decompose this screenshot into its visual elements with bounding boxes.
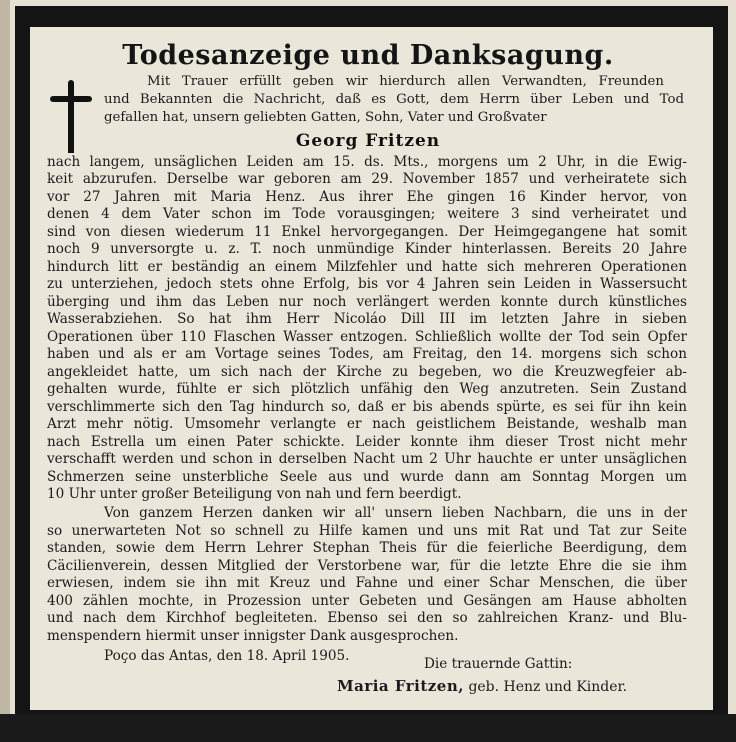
body-line: überging und ihm das Leben nur noch verlängert werden konnte durch künstliches	[47, 294, 687, 310]
thanks-line: Cäcilienverein, dessen Mitglied der Verstorbene war, für die letzte Ehre die sie ihm	[47, 558, 687, 574]
signature-rest: geb. Henz und Kinder.	[468, 679, 628, 695]
body-line: vor 27 Jahren mit Maria Henz. Aus ihrer Ehe gingen 16 Kinder hervor, von	[47, 189, 687, 205]
body-line: denen 4 dem Vater schon im Tode vorausgingen; weitere 3 sind verheiratet und	[47, 206, 687, 222]
place-date: Poço das Antas, den 18. April 1905.	[104, 648, 350, 664]
intro-line: gefallen hat, unsern geliebten Gatten, Sohn, Vater und Großvater	[104, 110, 547, 125]
thanks-line: 400 zählen mochte, in Prozession unter Gebeten und Gesängen am Hause abholten	[47, 593, 687, 609]
body-line: noch 9 unversorgte u. z. T. noch unmündige Kinder hinterlassen. Bereits 20 Jahre	[47, 241, 687, 257]
thanks-line: standen, sowie dem Herrn Lehrer Stephan Theis für die feierliche Beerdigung, dem	[47, 540, 687, 556]
body-line: Operationen über 110 Flaschen Wasser entzogen. Schließlich wollte der Tod sein Opfer	[47, 329, 687, 345]
body-line: haben und als er am Vortage seines Todes, am Freitag, den 14. morgens sich schon	[47, 346, 687, 362]
thanks-line: erwiesen, indem sie ihn mit Kreuz und Fahne und einer Schar Menschen, die über	[47, 575, 687, 591]
body-line: nach Estrella um einen Pater schickte. Leider konnte ihm dieser Trost nicht mehr	[47, 434, 687, 450]
thanks-line: so unerwarteten Not so schnell zu Hilfe kamen und uns mit Rat und Tat zur Seite	[47, 523, 687, 539]
widow-label: Die trauernde Gattin:	[424, 656, 573, 672]
body-line: Schmerzen seine unsterbliche Seele aus und wurde dann am Sonntag Morgen um	[47, 469, 687, 485]
body-line: keit abzurufen. Derselbe war geboren am 29. November 1857 und verheiratete sich	[47, 171, 687, 187]
intro-line: und Bekannten die Nachricht, daß es Gott, dem Herrn über Leben und Tod	[104, 92, 684, 107]
body-line: sind von diesen wiederum 11 Enkel hervorgegangen. Der Heimgegangene hat somit	[47, 224, 687, 240]
body-line: zu unterziehen, jedoch stets ohne Erfolg, bis vor 4 Jahren sein Leiden in Wassersucht	[47, 276, 687, 292]
body-line: angekleidet hatte, um sich nach der Kirche zu begeben, wo die Kreuzwegfeier ab-	[47, 364, 687, 380]
body-line: gehalten wurde, fühlte er sich plötzlich unfähig den Weg anzutreten. Sein Zustand	[47, 381, 687, 397]
signature-name: Maria Fritzen,	[337, 677, 464, 695]
thanks-line: und nach dem Kirchhof begleiteten. Ebenso sei den so zahlreichen Kranz- und Blu-	[47, 610, 687, 626]
notice-title: Todesanzeige und Danksagung.	[122, 40, 614, 71]
page-edge	[0, 0, 10, 742]
deceased-name: Georg Fritzen	[295, 131, 441, 151]
body-line: Arzt mehr nötig. Umsomehr verlangte er nach geistlichem Beistande, weshalb man	[47, 416, 687, 432]
body-line: verschlimmerte sich den Tag hindurch so, daß er bis abends spürte, es sei für ihn kein	[47, 399, 687, 415]
body-line: Wasserabziehen. So hat ihm Herr Nicoláo Dill III im letzten Jahre in sieben	[47, 311, 687, 327]
body-line: nach langem, unsäglichen Leiden am 15. ds. Mts., morgens um 2 Uhr, in die Ewig-	[47, 154, 687, 170]
body-line: 10 Uhr unter großer Beteiligung von nah und fern beerdigt.	[47, 486, 462, 502]
thanks-line: Von ganzem Herzen danken wir all' unsern lieben Nachbarn, die uns in der	[104, 505, 687, 521]
body-line: hindurch litt er beständig an einem Milzfehler und hatte sich mehreren Operationen	[47, 259, 687, 275]
intro-line: Mit Trauer erfüllt geben wir hierdurch allen Verwandten, Freunden	[147, 74, 664, 89]
body-line: verschafft werden und schon in derselben Nacht um 2 Uhr hauchte er unter unsäglichen	[47, 451, 687, 467]
thanks-line: menspendern hiermit unser innigster Dank ausgesprochen.	[47, 628, 459, 644]
signature	[337, 677, 627, 695]
bottom-rule	[0, 714, 736, 742]
